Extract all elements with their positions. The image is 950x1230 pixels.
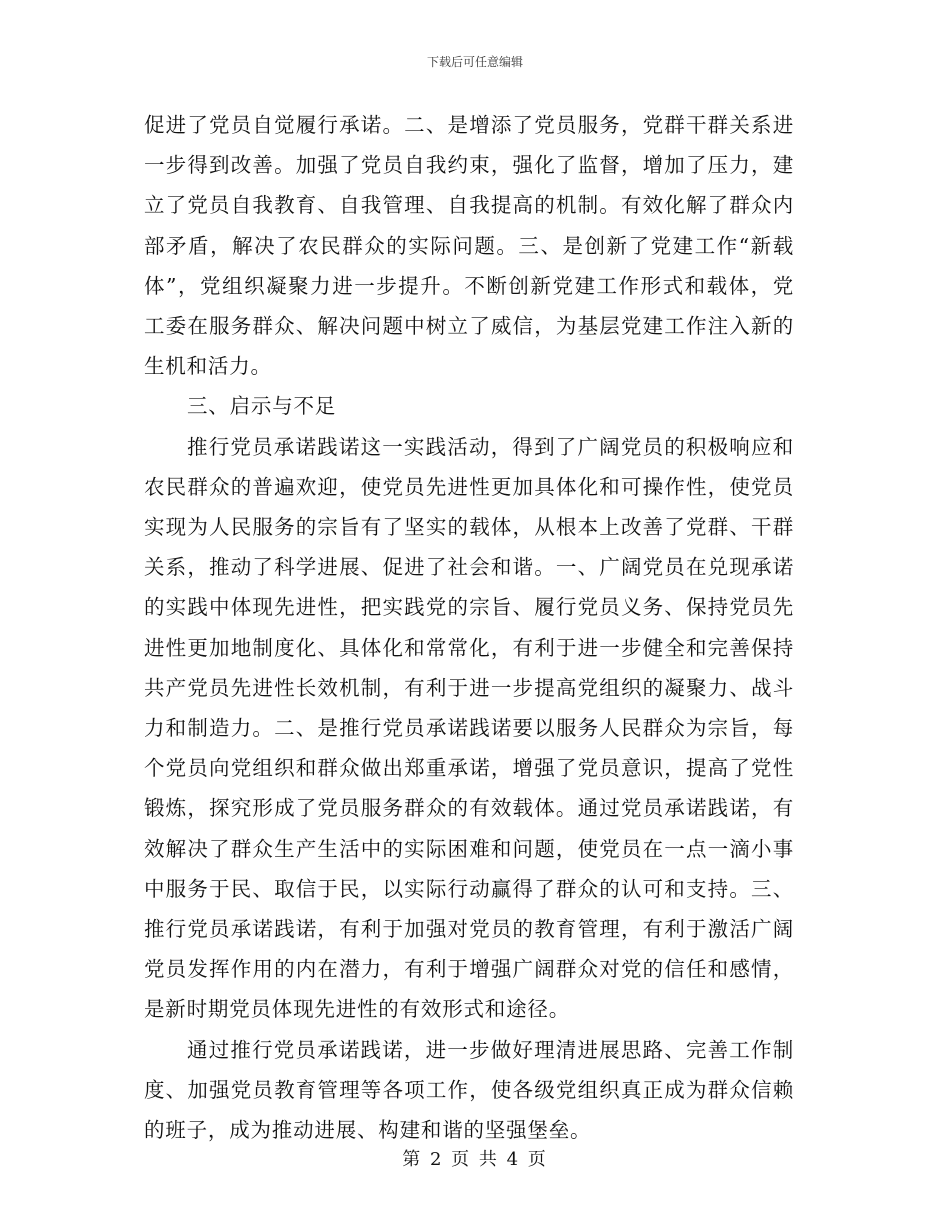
section-heading: 三、启示与不足 xyxy=(187,394,337,419)
page-number: 第 2 页 共 4 页 xyxy=(402,1149,548,1170)
page-header-note: 下载后可任意编辑 xyxy=(426,55,523,69)
body-paragraph-1: 促进了党员自觉履行承诺。二、是增添了党员服务，党群干群关系进一步得到改善。加强了党员自我约束，强化了监督，增加了压力，建立了党员自我教育、自我管理、自我提高的机制。有效化解了群众内部矛盾，解决了农民群众的实际问题。三、是创新了党建工作“新载体”，党组织凝聚力进一步提升。不断创新党建工作形式和载体，党工委在服务群众、解决问题中树立了威信，为基层党建工作注入新的生机和活力。 xyxy=(144,113,794,379)
body-paragraph-2: 推行党员承诺践诺这一实践活动，得到了广阔党员的积极响应和农民群众的普遍欢迎，使党员先进性更加具体化和可操作性，使党员实现为人民服务的宗旨有了坚实的载体，从根本上改善了党群、干群关系，推动了科学进展、促进了社会和谐。一、广阔党员在兑现承诺的实践中体现先进性，把实践党的宗旨、履行党员义务、保持党员先进性更加地制度化、具体化和常常化，有利于进一步健全和完善保持共产党员先进性长效机制，有利于进一步提高党组织的凝聚力、战斗力和制造力。二、是推行党员承诺践诺要以服务人民群众为宗旨，每个党员向党组织和群众做出郑重承诺，增强了党员意识，提高了党性锻炼，探究形成了党员服务群众的有效载体。通过党员承诺践诺，有效解决了群众生产生活中的实际困难和问题，使党员在一点一滴小事中服务于民、取信于民，以实际行动赢得了群众的认可和支持。三、推行党员承诺践诺，有利于加强对党员的教育管理，有利于激活广阔党员发挥作用的内在潜力，有利于增强广阔群众对党的信任和感情，是新时期党员体现先进性的有效形式和途径。 xyxy=(144,434,794,1022)
body-paragraph-3: 通过推行党员承诺践诺，进一步做好理清进展思路、完善工作制度、加强党员教育管理等各项工作，使各级党组织真正成为群众信赖的班子，成为推动进展、构建和谐的坚强堡垒。 xyxy=(144,1037,794,1143)
document-body xyxy=(144,105,794,1150)
